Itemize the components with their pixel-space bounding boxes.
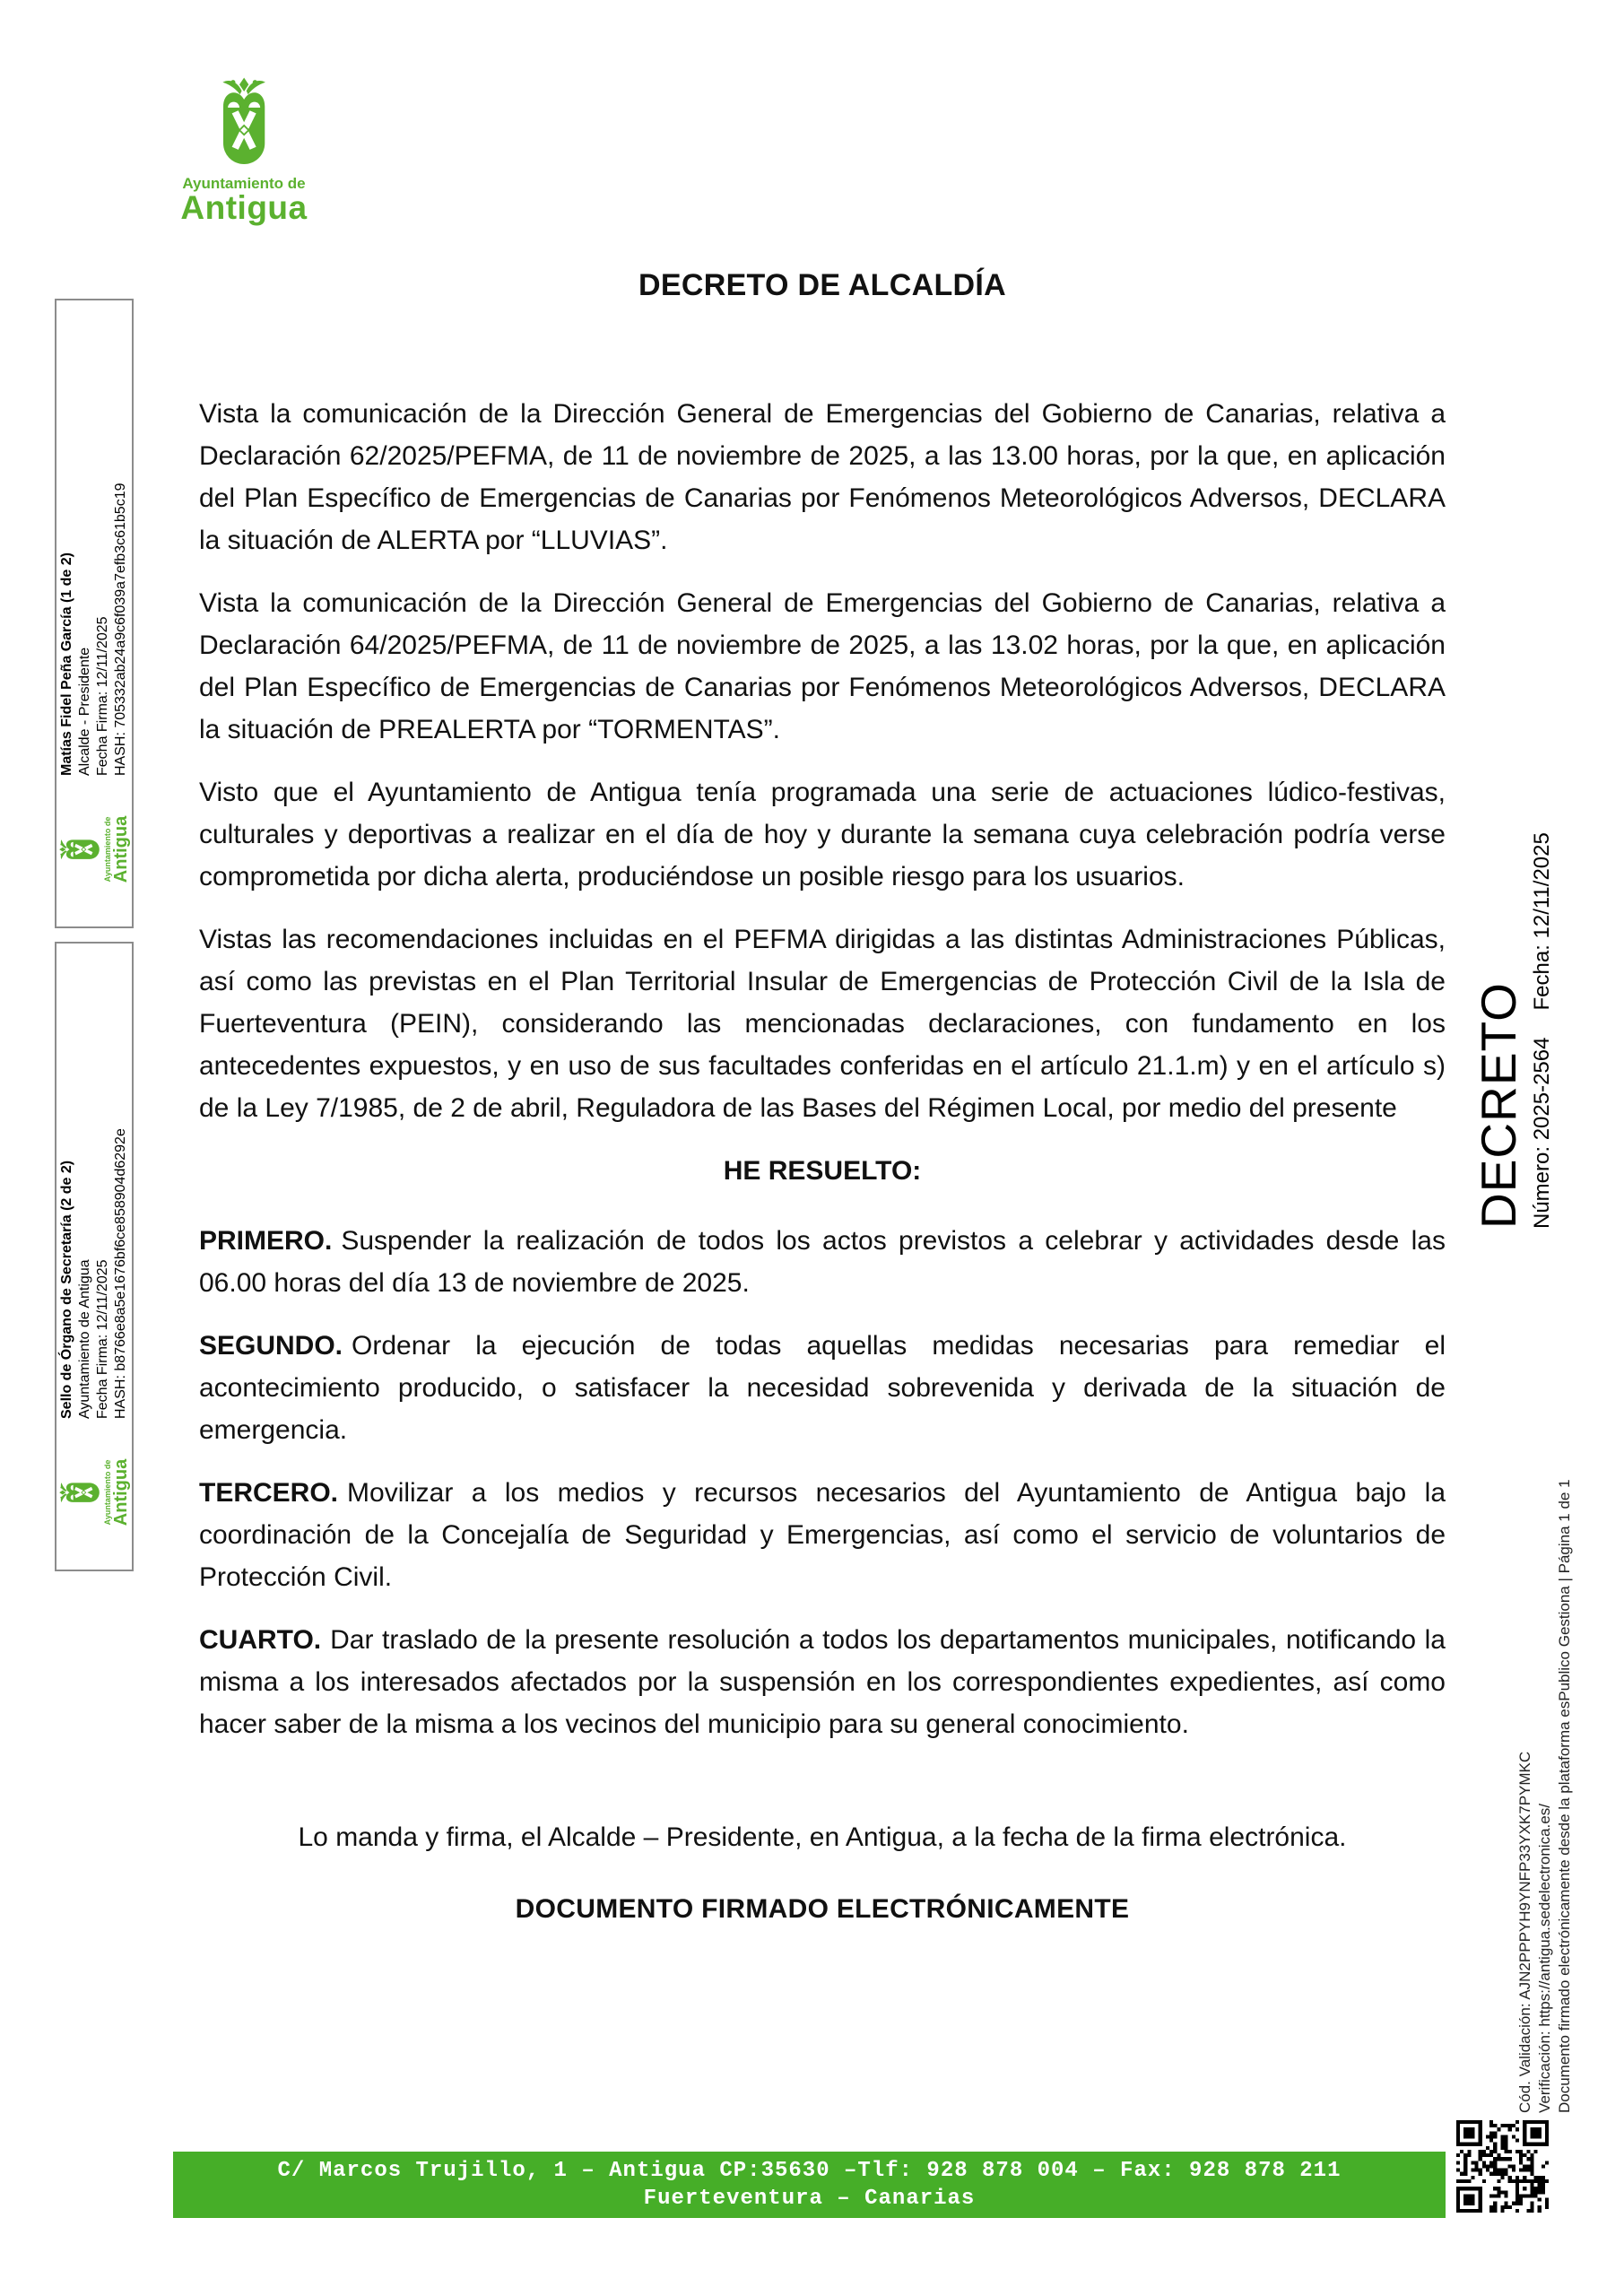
signer-role: Alcalde - Presidente <box>77 647 92 776</box>
resolution-paragraph <box>199 1619 1446 1745</box>
decree-meta <box>1530 805 1555 1229</box>
qr-code <box>1456 2120 1549 2213</box>
recital-paragraph: Vistas las recomendaciones incluidas en el PEFMA dirigidas a las distintas Administraciones Públicas, así como las previstas en el Plan Territorial Insular de Emergencias de Protección Civil de la Isla de Fuerteventura (PEIN), considerando las mencionadas declaraciones, con fundamento en los antecedentes expuestos, y en uso de sus facultades conferidas en el artículo 21.1.m) y en el artículo s) de la Ley 7/1985, de 2 de abril, Reguladora de las Bases del Régimen Local, por medio del presente <box>199 925 1446 1123</box>
signature-hash: HASH: 705332ab24a9c6f039a7efb3c61b5c19 <box>113 483 128 776</box>
footer-bar <box>173 2152 1446 2218</box>
ayuntamiento-logo <box>178 75 310 224</box>
verification-url: Verificación: https://antigua.sedelectronica.es/ <box>1536 1804 1553 2113</box>
resolution-paragraph <box>199 1325 1446 1451</box>
windmill-emblem-icon <box>58 790 103 909</box>
signature-date: Fecha Firma: 12/11/2025 <box>95 616 110 776</box>
platform-note: Documento firmado electrónicamente desde la plataforma esPublico Gestiona | Página 1 de 1 <box>1556 1479 1573 2113</box>
page-title: DECRETO DE ALCALDÍA <box>638 268 1006 302</box>
stamp-mini-logo <box>58 790 130 909</box>
logo-org-big: Antigua <box>111 815 131 883</box>
decree-side-label <box>1472 805 1562 1243</box>
resolution-heading: HE RESUELTO: <box>723 1156 922 1186</box>
resolution-text: Ordenar la ejecución de todas aquellas medidas necesarias para remediar el acontecimiento producido, o satisfacer la necesidad sobrevenida y derivada de la situación de emergencia. <box>199 1331 1446 1445</box>
signer-role: Ayuntamiento de Antigua <box>77 1259 92 1419</box>
recital-paragraph: Vista la comunicación de la Dirección General de Emergencias del Gobierno de Canarias, relativa a Declaración 62/2025/PEFMA, de 11 de noviembre de 2025, a las 13.00 horas, por la que, en aplicación del Plan Específico de Emergencias de Canarias por Fenómenos Meteorológicos Adversos, DECLARA la situación de ALERTA por “LLUVIAS”. <box>199 399 1446 555</box>
logo-org-big: Antigua <box>111 1458 131 1526</box>
resolution-text: Suspender la realización de todos los actos previstos a celebrar y actividades desde las 06.00 horas del día 13 de noviembre de 2025. <box>199 1226 1446 1298</box>
document-body <box>199 267 1446 1930</box>
logo-org-small: Ayuntamiento de <box>103 1459 112 1526</box>
windmill-emblem-icon <box>178 75 310 172</box>
signature-date: Fecha Firma: 12/11/2025 <box>95 1259 110 1419</box>
recital-paragraph: Visto que el Ayuntamiento de Antigua tenía programada una serie de actuaciones lúdico-festivas, culturales y deportivas a realizar en el día de hoy y durante la semana cuya celebración podría verse comprometida por dicha alerta, produciéndose un posible riesgo para los usuarios. <box>199 778 1446 891</box>
signature-stamp-1 <box>55 299 134 928</box>
signer-name: Matías Fidel Peña García (1 de 2) <box>59 552 74 776</box>
resolution-text: Movilizar a los medios y recursos necesarios del Ayuntamiento de Antigua bajo la coordinación de la Concejalía de Seguridad y Emergencias, así como el servicio de voluntarios de Protección Civil. <box>199 1478 1446 1592</box>
decree-word: DECRETO <box>1471 982 1526 1229</box>
logo-org-big: Antigua <box>180 189 308 226</box>
verification-side-text <box>1515 1338 1576 2124</box>
stamp-mini-logo <box>58 1433 130 1552</box>
footer-address: C/ Marcos Trujillo, 1 – Antigua CP:35630 –Tlf: 928 878 004 – Fax: 928 878 211 <box>277 2159 1342 2183</box>
resolution-label: TERCERO. <box>199 1478 339 1508</box>
footer-region: Fuerteventura – Canarias <box>643 2187 976 2211</box>
signature-stamp-2 <box>55 942 134 1571</box>
resolution-label: SEGUNDO. <box>199 1331 343 1361</box>
resolution-paragraph <box>199 1220 1446 1304</box>
closing-line: Lo manda y firma, el Alcalde – Presidente, en Antigua, a la fecha de la firma electrónica. <box>298 1822 1347 1852</box>
resolution-text: Dar traslado de la presente resolución a todos los departamentos municipales, notificando la misma a los interesados afectados por la suspensión en los correspondientes expedientes, así como hacer saber de la misma a los vecinos del municipio para su general conocimiento. <box>199 1625 1446 1739</box>
decree-date: Fecha: 12/11/2025 <box>1530 832 1554 1011</box>
recital-paragraph: Vista la comunicación de la Dirección General de Emergencias del Gobierno de Canarias, relativa a Declaración 64/2025/PEFMA, de 11 de noviembre de 2025, a las 13.02 horas, por la que, en aplicación del Plan Específico de Emergencias de Canarias por Fenómenos Meteorológicos Adversos, DECLARA la situación de PREALERTA por “TORMENTAS”. <box>199 588 1446 744</box>
signer-name: Sello de Órgano de Secretaría (2 de 2) <box>59 1160 74 1419</box>
windmill-emblem-icon <box>58 1433 103 1552</box>
logo-org-small: Ayuntamiento de <box>182 175 306 192</box>
resolution-label: PRIMERO. <box>199 1226 333 1256</box>
decree-number: Número: 2025-2564 <box>1530 1037 1554 1229</box>
logo-org-small: Ayuntamiento de <box>103 816 112 883</box>
resolution-label: CUARTO. <box>199 1625 322 1655</box>
validation-code: Cód. Validación: AJN2PPPYH9YNFP33YXK7PYMKC <box>1516 1751 1533 2113</box>
stamp-text <box>58 1128 130 1419</box>
signature-hash: HASH: b8766e8a5e1676bf6ce858904d6292e <box>113 1128 128 1419</box>
signed-notice: DOCUMENTO FIRMADO ELECTRÓNICAMENTE <box>515 1894 1130 1924</box>
resolution-paragraph <box>199 1472 1446 1598</box>
stamp-text <box>58 483 130 777</box>
